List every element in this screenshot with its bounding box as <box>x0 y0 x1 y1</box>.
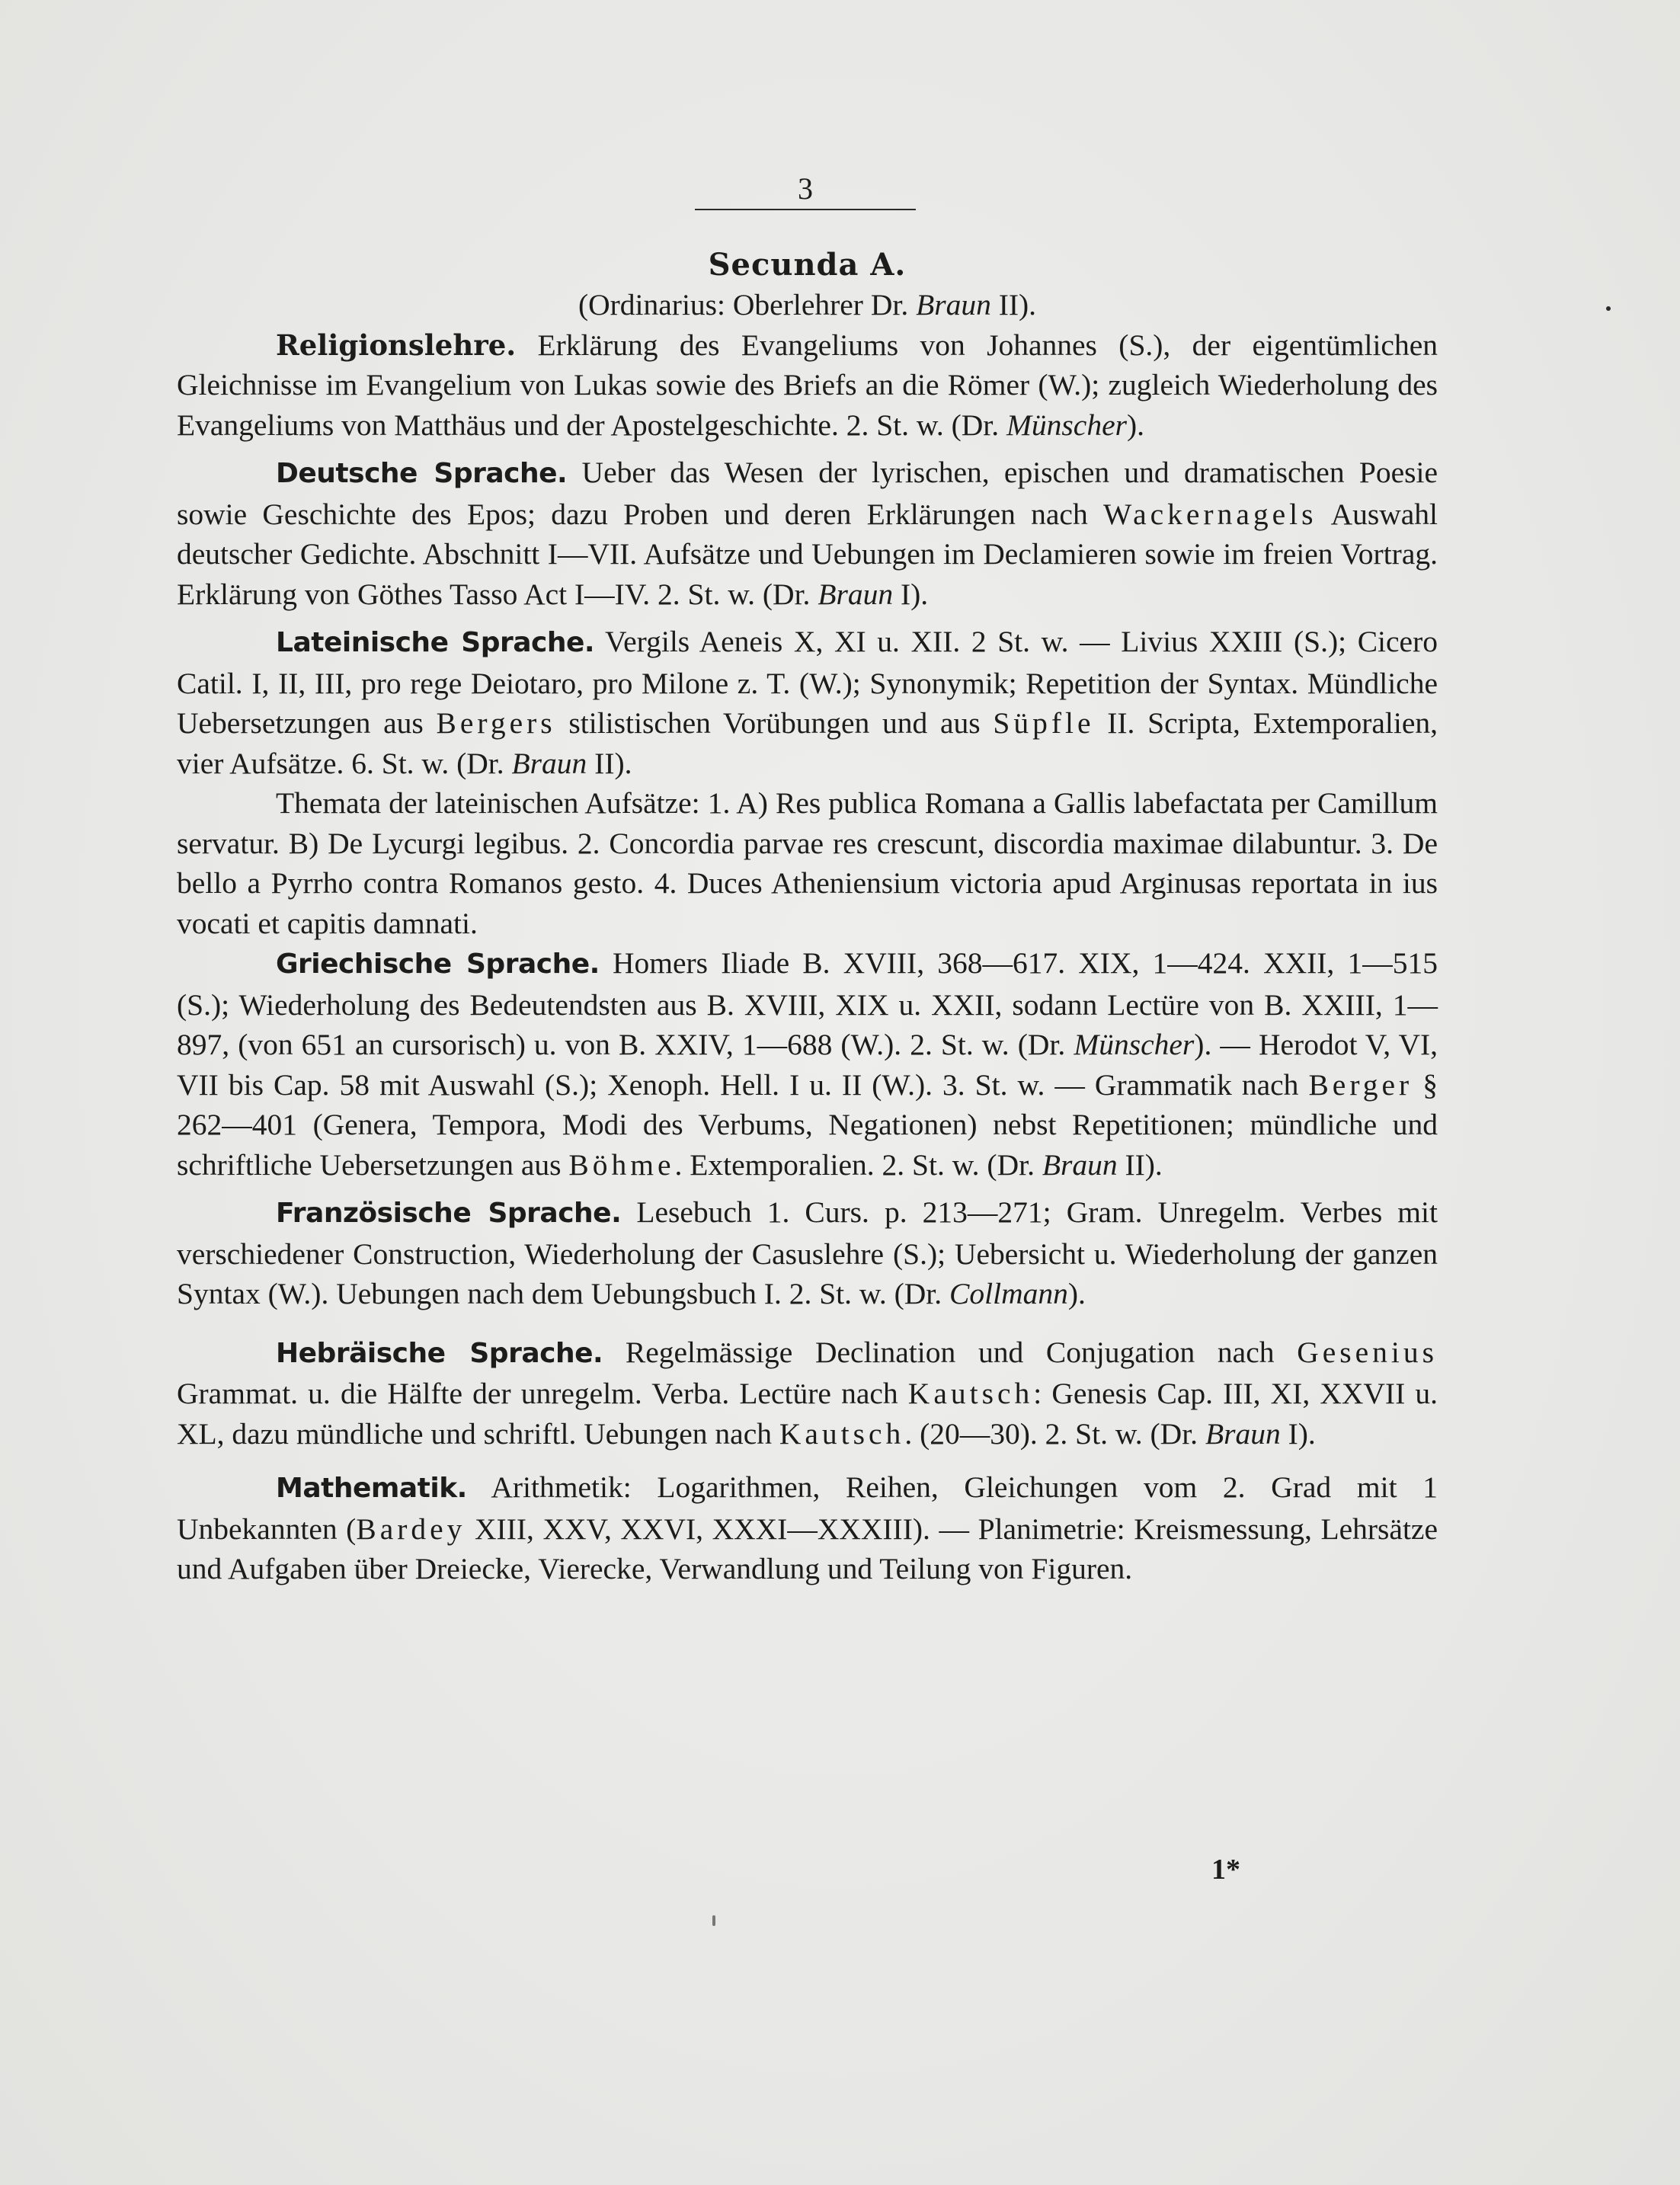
section-text: I). <box>893 577 929 611</box>
ordinarius-name: Braun <box>916 288 991 322</box>
ordinarius-prefix: (Ordinarius: Oberlehrer Dr. <box>578 288 917 322</box>
section-griechische-sprache <box>177 943 1438 1185</box>
subject-label: Religionslehre. <box>276 328 517 362</box>
section-text: XIII, XXV, XXVI, XXXI—XXXIII). — Planimetrie: Kreismessung, Lehrsätze und Aufgaben über Dreiecke, Vierecke, Verwandlung und Teilung von Figuren. <box>177 1512 1438 1585</box>
author-name: Kautsch <box>779 1416 905 1451</box>
teacher-name: Braun <box>511 746 587 780</box>
teacher-name: Braun <box>1205 1416 1281 1451</box>
section-text: Ueber das Wesen der lyrischen, epischen und dramatischen Poesie sowie Geschichte des Epos; dazu Proben und deren Erklärungen nach <box>177 456 1438 531</box>
subject-label: Hebräische Sprache. <box>276 1337 603 1369</box>
section-text: Grammat. u. die Hälfte der unregelm. Verba. Lectüre nach <box>177 1377 908 1410</box>
section-text: . (20—30). 2. St. w. (Dr. <box>904 1416 1205 1451</box>
subject-label: Lateinische Sprache. <box>276 627 595 658</box>
subject-label: Mathematik. <box>276 1473 467 1504</box>
author-name: Wackernagels <box>1102 497 1317 531</box>
paper-speck <box>1606 306 1611 311</box>
section-text: I). <box>1280 1416 1316 1451</box>
section-mathematik <box>177 1467 1438 1589</box>
section-text: ). — Herodot V, VI, VII bis Cap. 58 mit Auswahl (S.); Xenoph. Hell. I u. II (W.). 3. St. w. — Grammatik nach <box>177 1028 1438 1102</box>
author-name: Böhme <box>568 1147 675 1182</box>
section-text: ). <box>1067 1277 1086 1310</box>
author-name: Süpfle <box>993 706 1095 740</box>
section-text: Erklärung des Evangeliums von Johannes (S.), der eigentümlichen Gleichnisse im Evangelium von Lukas sowie des Briefs an die Römer (W.); zugleich Wiederholung des Evangeliums von Matthäus und der Apostelgeschichte. 2. St. w. (Dr. <box>177 328 1438 442</box>
author-name: Bergers <box>436 706 556 740</box>
section-text: Lesebuch 1. Curs. p. 213—271; Gram. Unregelm. Verbes mit verschiedener Construction, Wiederholung der Casuslehre (S.); Uebersicht u. Wiederholung der ganzen Syntax (W.). Uebungen nach dem Uebungsbuch I. 2. St. w. (Dr. <box>177 1195 1438 1310</box>
section-text: II. Scripta, Extemporalien, vier Aufsätze. 6. St. w. (Dr. <box>177 706 1438 780</box>
section-hebraeische-sprache <box>177 1332 1438 1454</box>
teacher-name: Braun <box>818 577 894 611</box>
section-franzoesische-sprache <box>177 1192 1438 1314</box>
paper-speck <box>712 1915 715 1926</box>
section-text: Themata der lateinischen Aufsätze: 1. A) Res publica Romana a Gallis labefactata per Camillum servatur. B) De Lycurgi legibus. 2. Concordia parvae res crescunt, discordia maximae dilabuntur. 3. De bello a Pyrrho contra Romanos gesto. 4. Duces Atheniensium victoria apud Arginusas reportata in ius vocati et capitis damnati. <box>177 786 1438 940</box>
class-ordinarius <box>177 285 1438 325</box>
author-name: Bardey <box>356 1512 466 1546</box>
subject-label: Deutsche Sprache. <box>276 458 568 489</box>
author-name: Gesenius <box>1297 1335 1438 1369</box>
section-text: ). <box>1126 408 1145 442</box>
section-text: Regelmässige Declination und Conjugation nach <box>603 1335 1298 1369</box>
section-text: Homers Iliade B. XVIII, 368—617. XIX, 1—424. XXII, 1—515 (S.); Wiederholung des Bedeutendsten aus B. XVIII, XIX u. XXII, sodann Lectüre von B. XXIII, 1—897, (von 651 an cursorisch) u. von B. XXIV, 1—688 (W.). 2. St. w. (Dr. <box>177 946 1438 1061</box>
teacher-name: Münscher <box>1074 1028 1195 1061</box>
section-text: . Extemporalien. 2. St. w. (Dr. <box>674 1147 1042 1182</box>
ordinarius-suffix: II). <box>990 288 1037 322</box>
subject-label: Griechische Sprache. <box>276 949 600 980</box>
section-text: stilistischen Vorübungen und aus <box>555 706 994 740</box>
section-text: II). <box>587 746 632 780</box>
section-text: II). <box>1117 1147 1163 1182</box>
signature-mark: 1* <box>1211 1854 1240 1886</box>
section-religionslehre <box>177 325 1438 446</box>
page-number-rule <box>695 209 916 210</box>
class-title: Secunda A. <box>708 247 907 283</box>
teacher-name: Münscher <box>1006 408 1127 442</box>
section-deutsche-sprache <box>177 453 1438 614</box>
section-text: Vergils Aeneis X, XI u. XII. 2 St. w. — Livius XXIII (S.); Cicero Catil. I, II, III, pro rege Deiotaro, pro Milone z. T. (W.); Synonymik; Repetition der Syntax. Mündliche Uebersetzungen aus <box>177 625 1438 740</box>
section-text: Arithmetik: Logarithmen, Reihen, Gleichungen vom 2. Grad mit 1 Unbekannten ( <box>177 1470 1438 1546</box>
subject-label: Französische Sprache. <box>276 1198 622 1229</box>
section-text: Auswahl deutscher Gedichte. Abschnitt I—VII. Aufsätze und Uebungen im Declamieren sowie im freien Vortrag. Erklärung von Göthes Tasso Act I—IV. 2. St. w. (Dr. <box>177 497 1438 611</box>
teacher-name: Braun <box>1042 1147 1118 1182</box>
section-themata <box>177 783 1438 943</box>
author-name: Kautsch <box>907 1377 1034 1410</box>
section-text: : Genesis Cap. III, XI, XXVII u. XL, dazu mündliche und schriftl. Uebungen nach <box>177 1377 1438 1451</box>
teacher-name: Collmann <box>949 1277 1068 1310</box>
section-lateinische-sprache <box>177 622 1438 783</box>
author-name: Berger <box>1308 1067 1413 1102</box>
page-number: 3 <box>798 171 813 206</box>
document-body <box>177 245 1438 1589</box>
section-text: § 262—401 (Genera, Tempora, Modi des Verbums, Negationen) nebst Repetitionen; mündliche und schriftliche Uebersetzungen aus <box>177 1067 1438 1182</box>
